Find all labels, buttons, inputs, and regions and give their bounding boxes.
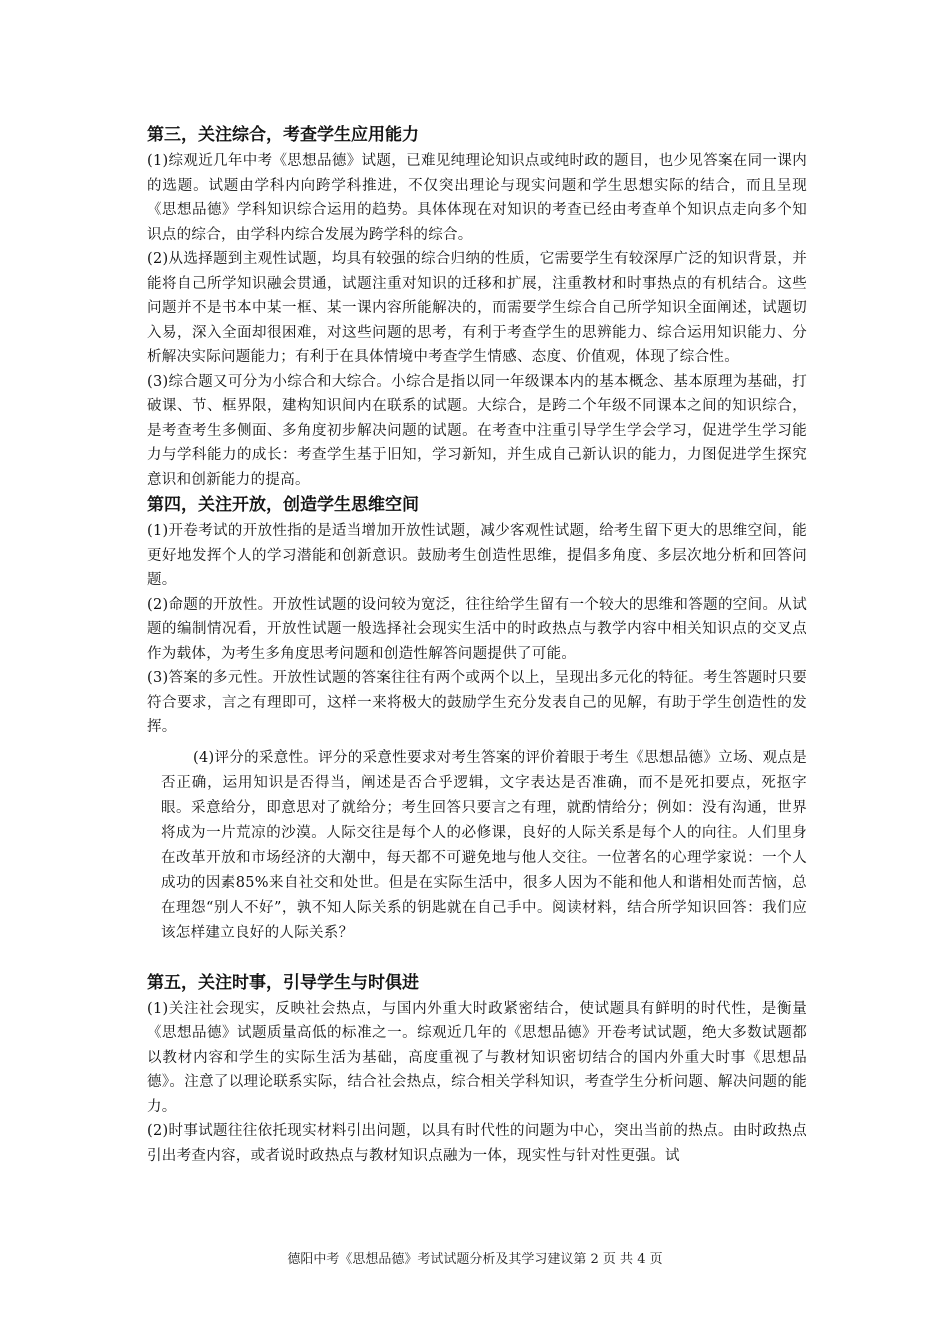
section-4-paragraph-3: (3)答案的多元性。开放性试题的答案往往有两个或两个以上，呈现出多元化的特征。考生答题时只要符合要求，言之有理即可，这样一来将极大的鼓励学生充分发表自己的见解，有助于学生创造性的发挥。 bbox=[147, 670, 807, 735]
section-4-paragraph-4: (4)评分的采意性。评分的采意性要求对考生答案的评价着眼于考生《思想品德》立场、观点是否正确，运用知识是否得当，阐述是否合乎逻辑，文字表达是否准确，而不是死扣要点，死抠字眼。采意给分，即意思对了就给分；考生回答只要言之有理，就酌情给分；例如：没有沟通，世界将成为一片荒凉的沙漠。人际交往是每个人的必修课，良好的人际关系是每个人的向往。人们里身在改革开放和市场经济的大潮中，每天都不可避免地与他人交往。一位著名的心理学家说：一个人成功的因素85%来自社交和处世。但是在实际生活中，很多人因为不能和他人和谐相处而苦恼，总在理怨“别人不好”，孰不知人际关系的钥匙就在自己手中。阅读材料，结合所学知识回答：我们应该怎样建立良好的人际关系？ bbox=[161, 749, 807, 941]
page-footer: 德阳中考《思想品德》考试试题分析及其学习建议第 2 页 共 4 页 bbox=[287, 1252, 663, 1267]
section-3-paragraph-3: (3)综合题又可分为小综合和大综合。小综合是指以同一年级课本内的基本概念、基本原理为基础，打破课、节、框界限，建构知识间内在联系的试题。大综合，是跨二个年级不同课本之间的知识综合，是考查考生多侧面、多角度初步解决问题的试题。在考查中注重引导学生学会学习，促进学生学习能力与学科能力的成长：考查学生基于旧知，学习新知，并生成自己新认识的能力，力图促进学生探究意识和创新能力的提高。 bbox=[147, 373, 807, 488]
section-5-paragraph-1: (1)关注社会现实，反映社会热点，与国内外重大时政紧密结合，使试题具有鲜明的时代性，是衡量《思想品德》试题质量高低的标准之一。综观近几年的《思想品德》开卷考试试题，绝大多数试题都以教材内容和学生的实际生活为基础，高度重视了与教材知识密切结合的国内外重大时事《思想品德》。注意了以理论联系实际，结合社会热点，综合相关学科知识，考查学生分析问题、解决问题的能力。 bbox=[147, 1000, 807, 1115]
section-3-paragraph-2: (2)从选择题到主观性试题，均具有较强的综合归纳的性质，它需要学生有较深厚广泛的知识背景，并能将自己所学知识融会贯通，试题注重对知识的迁移和扩展，注重教材和时事热点的有机结合。这些问题并不是书本中某一框、某一课内容所能解决的，而需要学生综合自己所学知识全面阐述，试题切入易，深入全面却很困难，对这些问题的思考，有利于考查学生的思辨能力、综合运用知识能力、分析解决实际问题能力；有利于在具体情境中考查学生情感、态度、价值观，体现了综合性。 bbox=[147, 251, 807, 365]
section-4-heading: 第四，关注开放，创造学生思维空间 bbox=[147, 495, 419, 515]
section-5-paragraph-2: (2)时事试题往往依托现实材料引出问题，以具有时代性的问题为中心，突出当前的热点。由时政热点引出考查内容，或者说时政热点与教材知识点融为一体，现实性与针对性更强。试 bbox=[147, 1123, 807, 1164]
section-3-heading: 第三，关注综合，考查学生应用能力 bbox=[147, 125, 419, 145]
section-4-paragraph-2: (2)命题的开放性。开放性试题的设问较为宽泛，往往给学生留有一个较大的思维和答题的空间。从试题的编制情况看，开放性试题一般选择社会现实生活中的时政热点与教学内容中相关知识点的交叉点作为载体，为考生多角度思考问题和创造性解答问题提供了可能。 bbox=[147, 596, 807, 662]
section-3-paragraph-1: (1)综观近几年中考《思想品德》试题，已难见纯理论知识点或纯时政的题目，也少见答案在同一课内的选题。试题由学科内向跨学科推进，不仅突出理论与现实问题和学生思想实际的结合，而且呈现《思想品德》学科知识综合运用的趋势。具体体现在对知识的考查已经由考查单个知识点走向多个知识点的综合，由学科内综合发展为跨学科的综合。 bbox=[147, 153, 807, 243]
document-body bbox=[147, 122, 807, 1168]
section-4-paragraph-1: (1)开卷考试的开放性指的是适当增加开放性试题，减少客观性试题，给考生留下更大的思维空间，能更好地发挥个人的学习潜能和创新意识。鼓励考生创造性思维，提倡多角度、多层次地分析和回答问题。 bbox=[147, 523, 807, 588]
section-5-heading: 第五，关注时事，引导学生与时俱进 bbox=[147, 972, 419, 993]
section-spacer bbox=[147, 946, 807, 970]
